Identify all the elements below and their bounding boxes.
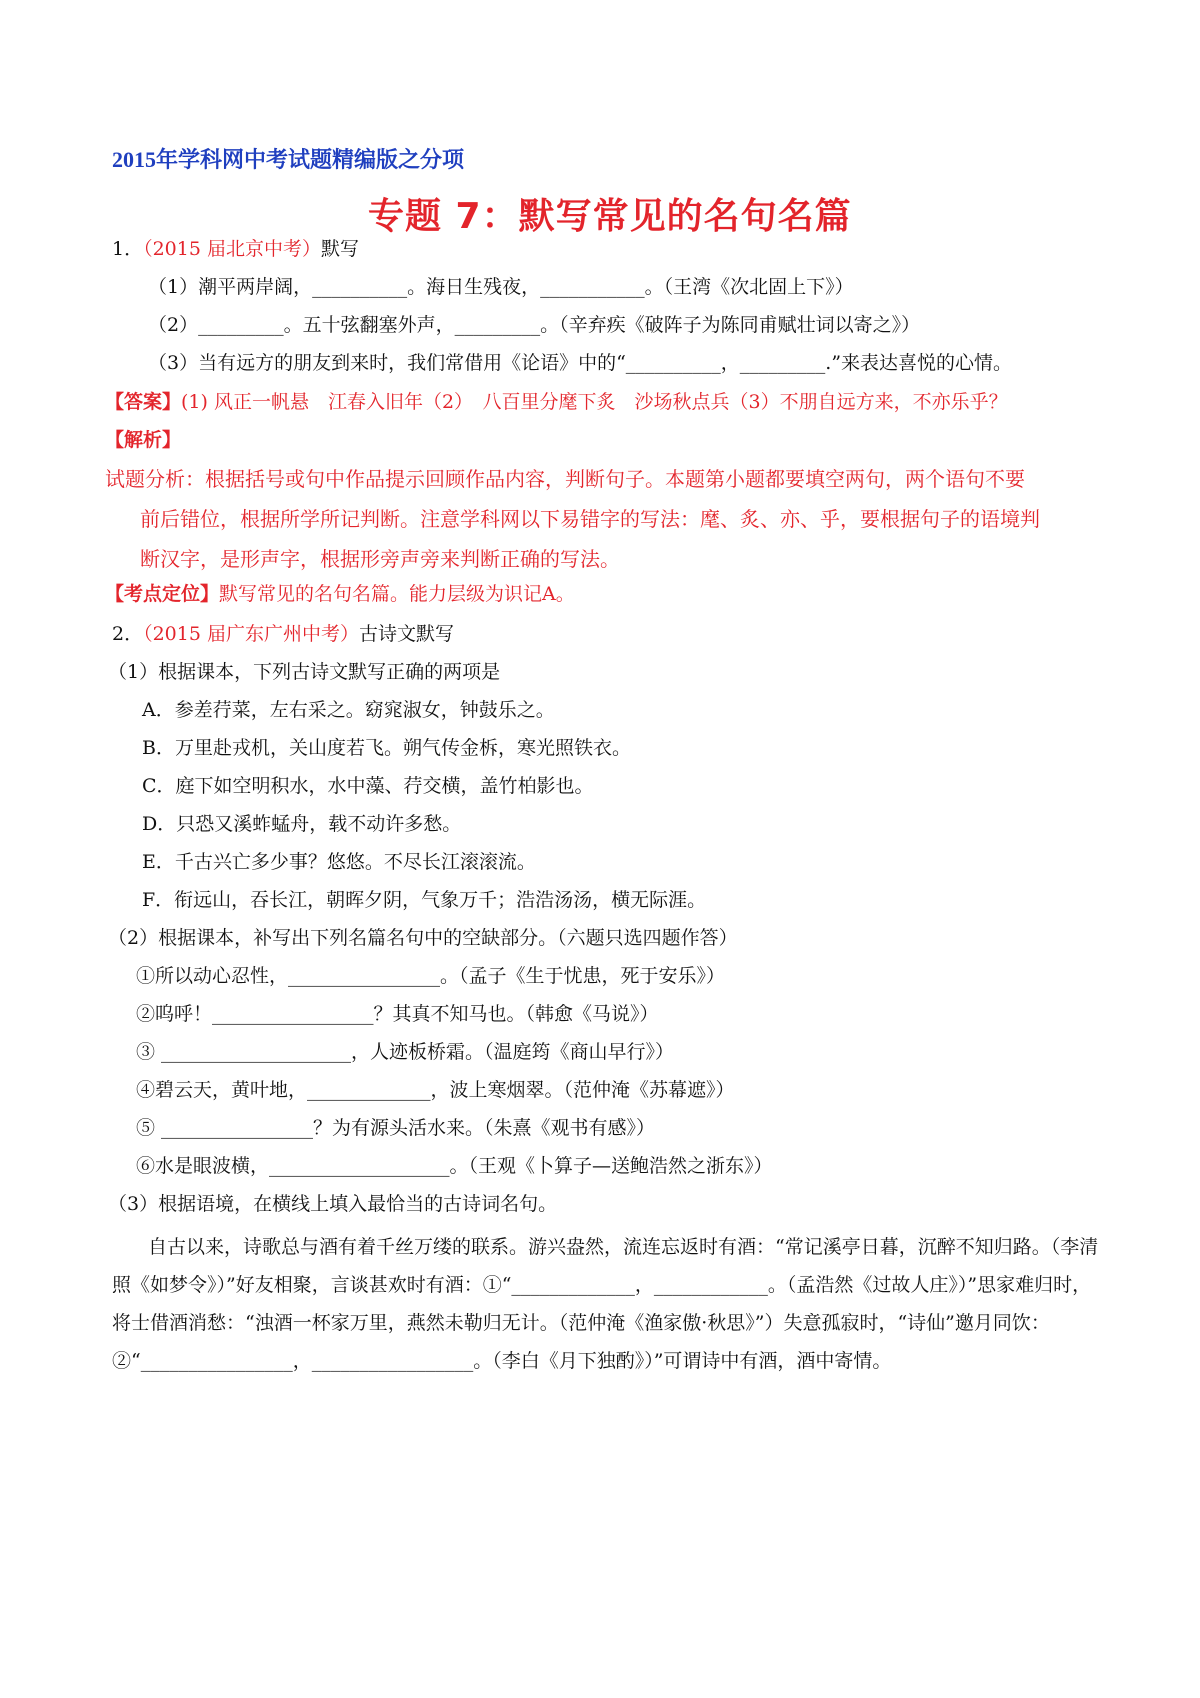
fill-4: ④碧云天，黄叶地，_____________，波上寒烟翠。（范仲淹《苏幕遮》）	[136, 1079, 735, 1101]
question-number: 2．	[112, 623, 144, 645]
q1-point	[105, 580, 575, 609]
option-a: A．参差荇菜，左右采之。窈窕淑女，钟鼓乐之。	[142, 699, 555, 721]
question-source: （2015 届北京中考）	[143, 238, 321, 260]
q2-part-2: （2）根据课本，补写出下列名篇名句中的空缺部分。（六题只选四题作答）	[108, 927, 738, 949]
answer-label: 【答案】	[105, 391, 182, 413]
fill-3: ③ ____________________，人迹板桥霜。（温庭筠《商山早行》）	[136, 1041, 675, 1063]
context-paragraph: 自古以来，诗歌总与酒有着千丝万缕的联系。游兴盎然，流连忘返时有酒：“常记溪亭日暮，沉醉不知归路。（李清照《如梦令》）”好友相聚，言谈甚欢时有酒：①“_____________，____________。（孟浩然《过故人庄》）”思家难归时，将士借酒消愁：“浊酒一杯家万里，燕然未勒归无计。（范仲淹《渔家傲·秋思》”）失意孤寂时，“诗仙”邀月同饮：②“________________，_________________。（李白《月下独酌》）”可谓诗中有酒，酒中寄情。	[112, 1236, 1099, 1372]
fill-2: ②呜呼！_________________？其真不知马也。（韩愈《马说》）	[136, 1003, 659, 1025]
question-topic: 古诗文默写	[359, 623, 455, 645]
fill-5: ⑤ ________________？为有源头活水来。（朱熹《观书有感》）	[136, 1117, 656, 1139]
analysis-line-1: 试题分析：根据括号或句中作品提示回顾作品内容，判断句子。本题第小题都要填空两句，两个语句不要	[105, 467, 1025, 491]
q2-part-1: （1）根据课本，下列古诗文默写正确的两项是	[108, 661, 501, 683]
q1-answer	[105, 388, 1008, 417]
option-e: E．千古兴亡多少事？悠悠。不尽长江滚滚流。	[142, 851, 536, 873]
fill-1: ①所以动心忍性，________________。（孟子《生于忧患，死于安乐》）	[136, 965, 726, 987]
question-1-heading	[112, 235, 359, 264]
question-topic: 默写	[321, 238, 360, 260]
page-title: 专题 7：默写常见的名句名篇	[368, 196, 852, 237]
q1-item-1: （1）潮平两岸阔，__________。海日生残夜，___________。（王湾《次北固上下》）	[148, 276, 854, 298]
analysis-line-2: 前后错位，根据所学所记判断。注意学科网以下易错字的写法：麾、炙、亦、乎，要根据句子的语境判	[140, 507, 1040, 531]
analysis-label: 【解析】	[105, 429, 182, 451]
option-c: C．庭下如空明积水，水中藻、荇交横，盖竹柏影也。	[142, 775, 594, 797]
question-source: （2015 届广东广州中考）	[143, 623, 359, 645]
option-d: D．只恐又溪蚱蜢舟，载不动许多愁。	[142, 813, 462, 835]
option-f: F．衔远山，吞长江，朝晖夕阴，气象万千；浩浩汤汤，横无际涯。	[142, 889, 707, 911]
fill-6: ⑥水是眼波横，___________________。（王观《卜算子—送鲍浩然之浙东》）	[136, 1155, 773, 1177]
q2-part-3: （3）根据语境，在横线上填入最恰当的古诗词名句。	[108, 1193, 558, 1215]
answer-text: (1) 风正一帆悬 江春入旧年（2） 八百里分麾下炙 沙场秋点兵（3）不朋自远方来，不亦乐乎？	[181, 391, 1008, 413]
analysis-line-3: 断汉字，是形声字，根据形旁声旁来判断正确的写法。	[140, 547, 620, 571]
question-number: 1．	[112, 238, 144, 260]
series-header: 2015年学科网中考试题精编版之分项	[112, 147, 465, 172]
q1-item-3: （3）当有远方的朋友到来时，我们常借用《论语》中的“__________，_________.”来表达喜悦的心情。	[148, 352, 1013, 374]
question-2-heading	[112, 620, 454, 649]
option-b: B．万里赴戎机，关山度若飞。朔气传金柝，寒光照铁衣。	[142, 737, 631, 759]
point-label: 【考点定位】	[105, 583, 220, 605]
q1-item-2: （2）_________。五十弦翻塞外声，_________。（辛弃疾《破阵子为陈同甫赋壮词以寄之》）	[148, 314, 921, 336]
point-text: 默写常见的名句名篇。能力层级为识记A。	[219, 583, 575, 605]
